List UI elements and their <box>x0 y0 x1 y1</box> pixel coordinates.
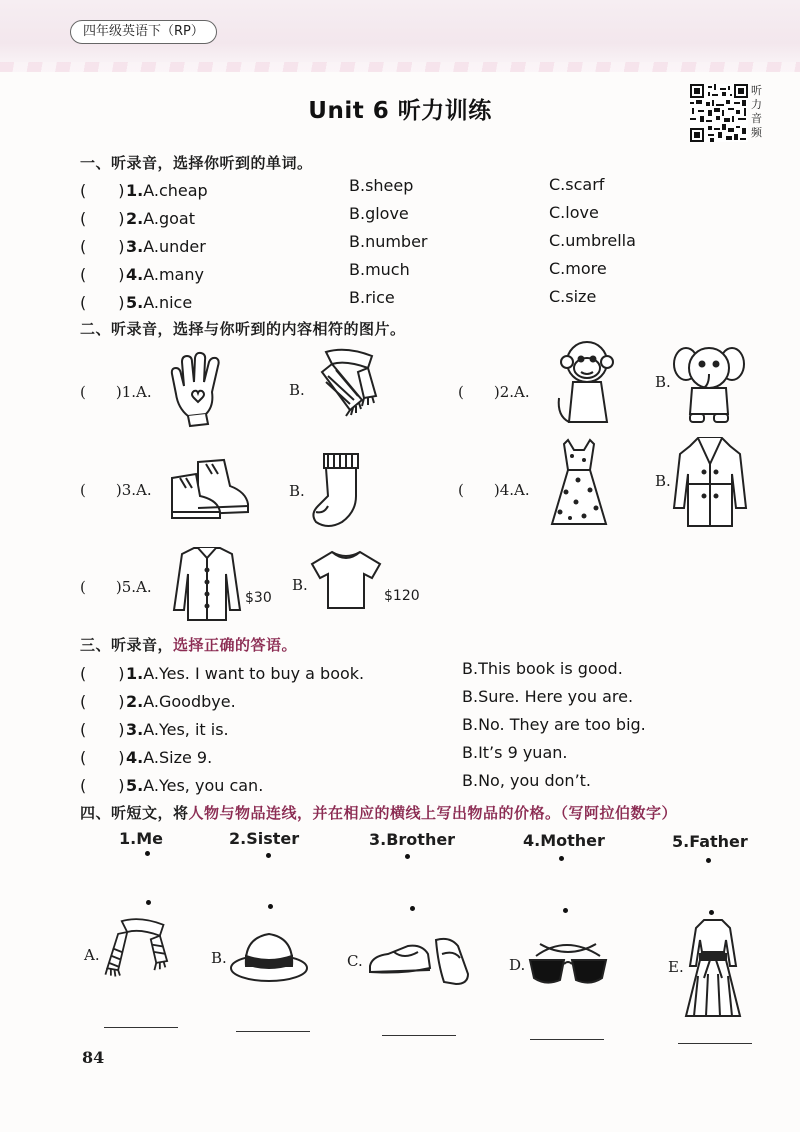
question-number: 2. <box>126 209 144 228</box>
option-b: B.It’s 9 yuan. <box>462 743 568 762</box>
option-a: A.under <box>143 237 206 256</box>
s2-item5-label: ( )5.A. <box>80 578 152 596</box>
page-title: Unit 6 听力训练 <box>308 98 492 124</box>
qr-caption: 听力音频 <box>751 84 762 139</box>
book-label: 四年级英语下（RP） <box>70 20 217 44</box>
option-a: A.Size 9. <box>143 748 213 767</box>
s2-item1-label: ( )1.A. <box>80 383 152 401</box>
person-brother: 3.Brother <box>369 830 456 849</box>
glove-icon <box>166 350 234 432</box>
answer-blank[interactable]: ( ) <box>80 748 125 767</box>
section3-heading: 三、听录音，选择正确的答语。 <box>80 636 298 654</box>
price-blank-e[interactable] <box>678 1043 752 1044</box>
option-b: B.Sure. Here you are. <box>462 687 634 706</box>
question-number: 3. <box>126 237 144 256</box>
s2-item4-label: ( )4.A. <box>458 481 530 499</box>
answer-blank[interactable]: ( ) <box>80 664 125 683</box>
connect-dot-bottom[interactable] <box>410 906 415 911</box>
question-number: 4. <box>126 748 144 767</box>
shirt-icon <box>172 544 242 626</box>
answer-blank[interactable]: ( ) <box>80 776 125 795</box>
connect-dot-top[interactable] <box>706 858 711 863</box>
tshirt-icon <box>308 548 384 616</box>
page-number: 84 <box>82 1048 105 1067</box>
elephant-icon <box>672 340 746 432</box>
answer-blank[interactable]: ( ) <box>80 692 125 711</box>
s1-question-row <box>80 262 204 285</box>
person-father: 5.Father <box>672 832 748 851</box>
coat-icon <box>670 434 750 534</box>
qr-code-icon[interactable] <box>690 84 748 142</box>
option-a: A.nice <box>143 293 193 312</box>
option-b: B.No, you don’t. <box>462 771 592 790</box>
question-number: 5. <box>126 293 144 312</box>
s1-question-row <box>80 290 192 313</box>
s2-item3-label: ( )3.A. <box>80 481 152 499</box>
s4-item-c-label: C. <box>347 952 363 970</box>
option-b: B.much <box>349 260 410 279</box>
option-c: C.size <box>549 287 597 306</box>
connect-dot-top[interactable] <box>145 851 150 856</box>
price-blank-c[interactable] <box>382 1035 456 1036</box>
answer-blank[interactable]: ( ) <box>80 293 125 312</box>
connect-dot-bottom[interactable] <box>146 900 151 905</box>
question-number: 2. <box>126 692 144 711</box>
option-b: B.This book is good. <box>462 659 623 678</box>
option-a: A.many <box>143 265 204 284</box>
option-a: A.Yes. I want to buy a book. <box>143 664 365 683</box>
option-c: C.umbrella <box>549 231 636 250</box>
option-c: C.more <box>549 259 607 278</box>
tshirt-price: $120 <box>384 588 420 604</box>
connect-dot-bottom[interactable] <box>709 910 714 915</box>
sunglasses-icon <box>526 936 610 994</box>
scarf-icon <box>302 346 388 430</box>
sock-icon <box>306 450 368 536</box>
s3-question-row <box>80 717 229 740</box>
shoes-icon <box>168 456 254 526</box>
s2-item5-b: B. <box>292 576 308 594</box>
option-a: A.Yes, you can. <box>143 776 264 795</box>
option-a: A.cheap <box>143 181 208 200</box>
option-a: A.goat <box>143 209 195 228</box>
connect-dot-bottom[interactable] <box>268 904 273 909</box>
connect-dot-top[interactable] <box>559 856 564 861</box>
s4-item-a-label: A. <box>84 946 100 964</box>
s2-item3-b: B. <box>289 482 305 500</box>
answer-blank[interactable]: ( ) <box>80 209 125 228</box>
answer-blank[interactable]: ( ) <box>80 720 125 739</box>
hat-icon <box>228 928 310 988</box>
price-blank-b[interactable] <box>236 1031 310 1032</box>
connect-dot-top[interactable] <box>266 853 271 858</box>
s4-item-d-label: D. <box>509 956 526 974</box>
option-a: A.Yes, it is. <box>143 720 229 739</box>
s2-item2-label: ( )2.A. <box>458 383 530 401</box>
s1-question-row <box>80 206 195 229</box>
s3-question-row <box>80 773 263 796</box>
person-sister: 2.Sister <box>229 829 300 848</box>
s2-item1-b: B. <box>289 381 305 399</box>
answer-blank[interactable]: ( ) <box>80 237 125 256</box>
option-a: A.Goodbye. <box>143 692 236 711</box>
s1-question-row <box>80 234 206 257</box>
question-number: 1. <box>126 181 144 200</box>
s3-question-row <box>80 745 212 768</box>
option-b: B.sheep <box>349 176 414 195</box>
s3-question-row <box>80 689 236 712</box>
option-c: C.love <box>549 203 599 222</box>
price-blank-d[interactable] <box>530 1039 604 1040</box>
option-b: B.rice <box>349 288 395 307</box>
monkey-icon <box>553 338 619 434</box>
s1-question-row <box>80 178 208 201</box>
question-number: 4. <box>126 265 144 284</box>
s4-item-b-label: B. <box>211 949 227 967</box>
question-number: 1. <box>126 664 144 683</box>
question-number: 3. <box>126 720 144 739</box>
s2-item2-b: B. <box>655 373 671 391</box>
s4-item-e-label: E. <box>668 958 684 976</box>
price-blank-a[interactable] <box>104 1027 178 1028</box>
connect-dot-bottom[interactable] <box>563 908 568 913</box>
option-b: B.No. They are too big. <box>462 715 646 734</box>
s3-question-row <box>80 661 364 684</box>
person-me: 1.Me <box>119 829 163 848</box>
option-b: B.number <box>349 232 428 251</box>
shoes-icon <box>364 930 474 992</box>
connect-dot-top[interactable] <box>405 854 410 859</box>
option-b: B.glove <box>349 204 409 223</box>
shirt-price: $30 <box>245 590 272 606</box>
question-number: 5. <box>126 776 144 795</box>
answer-blank[interactable]: ( ) <box>80 265 125 284</box>
section4-heading: 四、听短文，将人物与物品连线，并在相应的横线上写出物品的价格。（写阿拉伯数字） <box>80 804 678 822</box>
answer-blank[interactable]: ( ) <box>80 181 125 200</box>
dress-icon <box>548 436 610 532</box>
option-c: C.scarf <box>549 175 605 194</box>
s2-item4-b: B. <box>655 472 671 490</box>
person-mother: 4.Mother <box>523 831 605 850</box>
dress-icon <box>682 916 744 1024</box>
section2-heading: 二、听录音，选择与你听到的内容相符的图片。 <box>80 320 406 338</box>
scarf-icon <box>100 914 178 994</box>
section1-heading: 一、听录音，选择你听到的单词。 <box>80 154 313 172</box>
